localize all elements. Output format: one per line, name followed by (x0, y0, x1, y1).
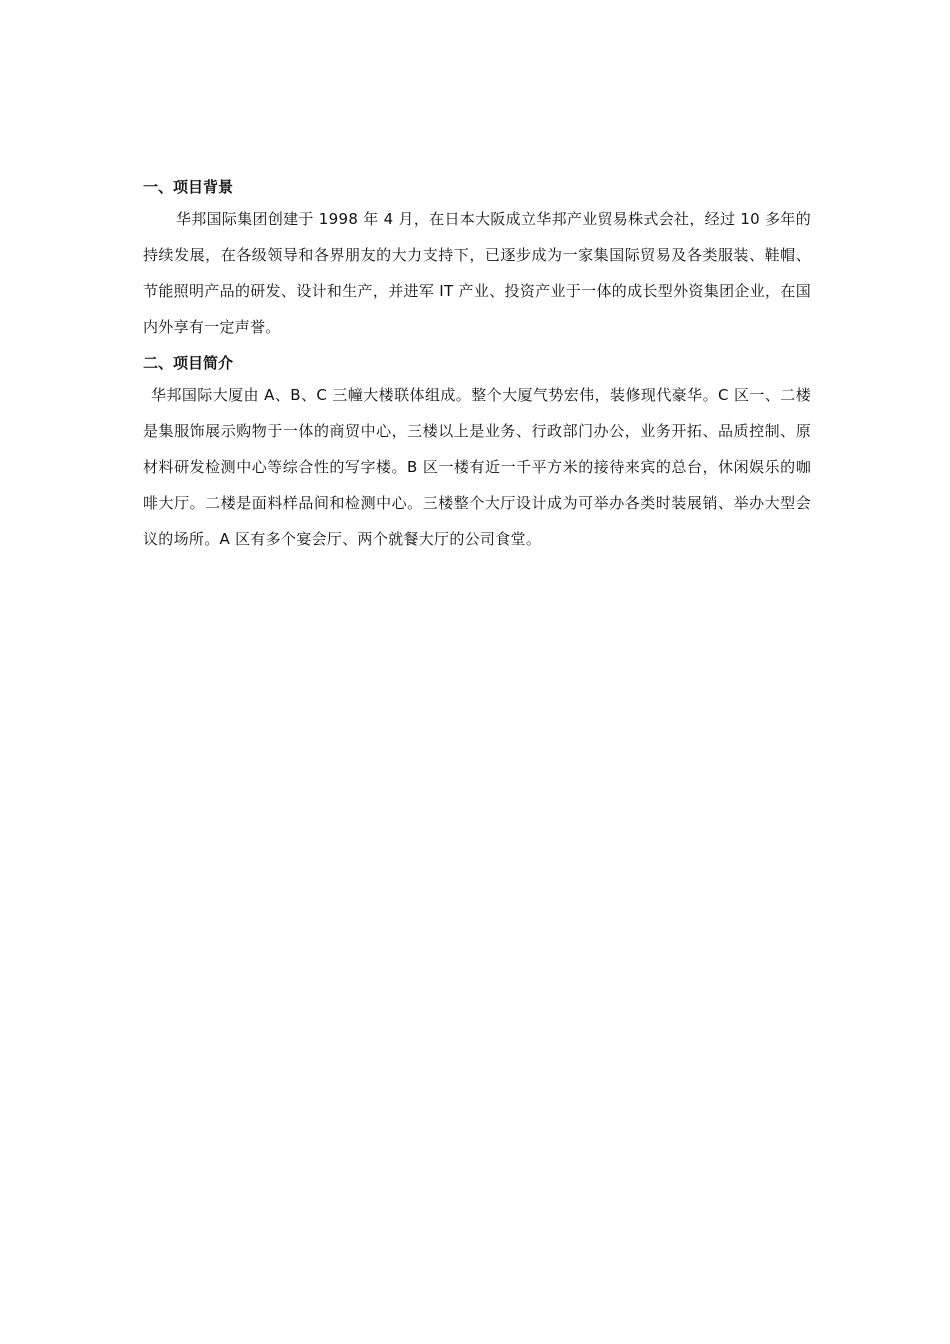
section-body-introduction: 华邦国际大厦由 A、B、C 三幢大楼联体组成。整个大厦气势宏伟，装修现代豪华。C 区一、二楼是集服饰展示购物于一体的商贸中心，三楼以上是业务、行政部门办公，业务开拓、品质控制、原材料研发检测中心等综合性的写字楼。B 区一楼有近一千平方米的接待来宾的总台，休闲娱乐的咖啡大厅。二楼是面料样品间和检测中心。三楼整个大厅设计成为可举办各类时装展销、举办大型会议的场所。A 区有多个宴会厅、两个就餐大厅的公司食堂。 (143, 386, 811, 548)
section-heading-background: 一、项目背景 (143, 178, 234, 196)
section-body-background: 华邦国际集团创建于 1998 年 4 月，在日本大阪成立华邦产业贸易株式会社，经过 10 多年的持续发展，在各级领导和各界朋友的大力支持下，已逐步成为一家集国际贸易及各类服装、鞋帽、节能照明产品的研发、设计和生产，并进军 IT 产业、投资产业于一体的成长型外资集团企业，在国内外享有一定声誉。 (143, 210, 811, 336)
document-content (143, 175, 811, 557)
section-heading-introduction: 二、项目简介 (143, 354, 234, 372)
